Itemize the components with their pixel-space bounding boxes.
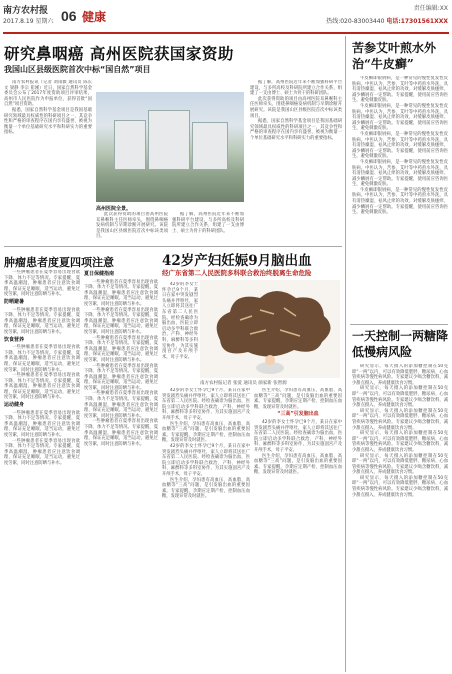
- pregnancy-headline: 42岁产妇妊娠9月脑出血: [162, 253, 312, 269]
- column-divider: [345, 36, 346, 672]
- tips-text-3: 一些肿瘤患者在夏季容易出现食欲下降、体力不足等情况。专家提醒，夏季高温潮湿，肿瘤患者应注意饮食调理，保证充足睡眠，适当运动，避免过度劳累，同时注意防晒与补水。: [4, 345, 80, 373]
- pregnancy-column-0: [162, 282, 198, 382]
- main-headline: 研究鼻咽癌 高州医院获国家资助: [4, 44, 234, 63]
- tips-text-12: 一些肿瘤患者在夏季容易出现食欲下降、体力不足等情况。专家提醒，夏季高温潮湿，肿瘤患者应注意饮食调理，保证充足睡眠，适当运动，避免过度劳累，同时注意防晒与补水。: [84, 419, 158, 447]
- tips-subhead: 防晒避暑: [4, 298, 25, 305]
- tips-text: 一些肿瘤患者在夏季容易出现食欲下降、体力不足等情况。专家提醒，夏季高温潮湿，肿瘤患者应注意饮食调理，保证充足睡眠，适当运动，避免过度劳累，同时注意防晒与补水。: [4, 270, 80, 298]
- page-header: [0, 0, 452, 34]
- sugar-text-4: 研究显示，每天摄入的添加糖控制在50克即“一两”以内，可以有效降低肥胖、糖尿病、心血管疾病等慢性病风险。专家建议少喝含糖饮料，减少甜点摄入，养成健康饮食习惯。: [352, 431, 448, 453]
- building-shape: [114, 120, 146, 170]
- preg-text: 42岁的李女士怀孕已9个月，某日在家中突发剧烈头痛并伴呕吐，家人立即将其送往广东省第二人民医院。经检查确诊为脑出血，医院立即启动多学科联合救治，产科、神经外科、麻醉科等多科室协作，为其实施剖宫产及开颅手术，母子平安。: [162, 388, 250, 421]
- pregnancy-column-1: [162, 388, 250, 668]
- section-title: 健康: [82, 10, 107, 24]
- psoriasis-text-4: 牛皮癣即银屑病，是一种常见的慢性复发性皮肤病。中医认为，苦参、艾叶等中药煎水外洗，具有清热燥湿、祛风止痒的功效，对缓解皮肤瘙痒、减少鳞屑有一定帮助。专家提醒，使用前应咨询医生，避免刺激皮肤。: [352, 159, 448, 188]
- lead-col4-text: 据了解，高州医院近年来不断加强科研平台建设，与多所高校及科研院所建立合作关系，组建了一支由博士、硕士为骨干的科研团队。: [250, 80, 342, 97]
- preg-text-7: 医生介绍，孕妇患有高血压、高血脂、高血糖等“三高”问题，是引发脑出血的重要因素。专家提醒，孕期应定期产检，控制血压血糖，发现异常及时就医。: [254, 453, 342, 476]
- pregnancy-column-2: [254, 388, 342, 668]
- tips-subhead: 饮食营养: [4, 336, 25, 343]
- preg-text-2: 医生介绍，孕妇患有高血压、高血脂、高血糖等“三高”问题，是引发脑出血的重要因素。专家提醒，孕期应定期产检，控制血压血糖，发现异常及时就医。: [162, 421, 250, 444]
- pregnancy-subheadline: 经广东省第二人民医院多科联合救治终脱离生命危险: [162, 269, 312, 277]
- sugar-text-5: 研究显示，每天摄入的添加糖控制在50克即“一两”以内，可以有效降低肥胖、糖尿病、心血管疾病等慢性病风险。专家建议少喝含糖饮料，减少甜点摄入，养成健康饮食习惯。: [352, 453, 448, 476]
- tips-text-5: 一些肿瘤患者在夏季容易出现食欲下降、体力不足等情况。专家提醒，夏季高温潮湿，肿瘤患者应注意饮食调理，保证充足睡眠，适当运动，避免过度劳累，同时注意防晒与补水。: [4, 410, 80, 439]
- tumor-tips-column-2: [84, 270, 158, 670]
- editor-line: 责任编辑:XX: [413, 5, 448, 12]
- building-shape: [192, 122, 228, 170]
- building-shape: [148, 110, 190, 170]
- tumor-tips-headline: 肿瘤患者度夏四项注意: [4, 256, 114, 269]
- lead-column-4: [250, 80, 342, 250]
- phone-label: 电话:17301561XXX: [386, 18, 448, 25]
- psoriasis-headline: 苦参艾叶煎水外治“牛皮癣”: [352, 41, 437, 71]
- tips-text-4: 一些肿瘤患者在夏季容易出现食欲下降、体力不足等情况。专家提醒，夏季高温潮湿，肿瘤患者应注意饮食调理，保证充足睡眠，适当运动，避免过度劳累，同时注意防晒与补水。: [4, 373, 80, 401]
- lead-column-3: [172, 212, 244, 250]
- sugar-text: 研究显示，每天摄入的添加糖控制在50克即“一两”以内，可以有效降低肥胖、糖尿病、心血管疾病等慢性病风险。专家建议少喝含糖饮料，减少甜点摄入，养成健康饮食习惯。: [352, 364, 448, 386]
- preg-text-3: 42岁的李女士怀孕已9个月，某日在家中突发剧烈头痛并伴呕吐，家人立即将其送往广东省第二人民医院。经检查确诊为脑出血，医院立即启动多学科联合救治，产科、神经外科、麻醉科等多科室协作，为其实施剖宫产及开颅手术，母子平安。: [162, 443, 250, 477]
- illustration: [200, 280, 340, 378]
- hospital-photo: [96, 92, 244, 202]
- lead-column-1: [4, 80, 92, 230]
- sugar-headline: 一天控制一两糖降低慢病风险: [352, 329, 449, 359]
- preg-text-4: 医生介绍，孕妇患有高血压、高血脂、高血糖等“三高”问题，是引发脑出血的重要因素。专家提醒，孕期应定期产检，控制血压血糖，发现异常及时就医。: [162, 477, 250, 500]
- psoriasis-text-2: 牛皮癣即银屑病，是一种常见的慢性复发性皮肤病。中医认为，苦参、艾叶等中药煎水外洗，具有清热燥湿、祛风止痒的功效，对缓解皮肤瘙痒、减少鳞屑有一定帮助。专家提醒，使用前应咨询医生，避免刺激皮肤。: [352, 103, 448, 132]
- hotline-label: 热线:020-83003440: [326, 18, 385, 25]
- tips-text-2: 一些肿瘤患者在夏季容易出现食欲下降、体力不足等情况。专家提醒，夏季高温潮湿，肿瘤患者应注意饮食调理，保证充足睡眠，适当运动，避免过度劳累，同时注意防晒与补水。: [4, 307, 80, 335]
- psoriasis-text-3: 牛皮癣即银屑病，是一种常见的慢性复发性皮肤病。中医认为，苦参、艾叶等中药煎水外洗，具有清热燥湿、祛风止痒的功效，对缓解皮肤瘙痒、减少鳞屑有一定帮助。专家提醒，使用前应咨询医生，避免刺激皮肤。: [352, 131, 448, 160]
- tips-text-8: 一些肿瘤患者在夏季容易出现食欲下降、体力不足等情况。专家提醒，夏季高温潮湿，肿瘤患者应注意饮食调理，保证充足睡眠，适当运动，避免过度劳累，同时注意防晒与补水。: [84, 307, 158, 335]
- preg-text-5: 医生介绍，孕妇患有高血压、高血脂、高血糖等“三高”问题，是引发脑出血的重要因素。专家提醒，孕期应定期产检，控制血压血糖，发现异常及时就医。: [254, 388, 342, 410]
- lead-paragraph-2: 据悉，国家自然科学基金项目是我国基础研究领域最具权威性的科研项目之一，其竞争性和严格的审查程序在国内享有盛誉，被视为衡量一个单位基础研究水平和科研实力的重要指标。: [4, 107, 92, 136]
- tips-text-11: 一些肿瘤患者在夏季容易出现食欲下降、体力不足等情况。专家提醒，夏季高温潮湿，肿瘤患者应注意饮食调理，保证充足睡眠，适当运动，避免过度劳累，同时注意防晒与补水。: [84, 391, 158, 419]
- sugar-text-6: 研究显示，每天摄入的添加糖控制在50克即“一两”以内，可以有效降低肥胖、糖尿病、心血管疾病等慢性病风险。专家建议少喝含糖饮料，减少甜点摄入，养成健康饮食习惯。: [352, 475, 448, 498]
- tips-text-7: 一些肿瘤患者在夏季容易出现食欲下降、体力不足等情况。专家提醒，夏季高温潮湿，肿瘤患者应注意饮食调理，保证充足睡眠，适当运动，避免过度劳累，同时注意防晒与补水。: [84, 279, 158, 307]
- issue-date: 2017.8.19 星期六: [3, 18, 54, 25]
- tips-subhead: 运动健身: [4, 402, 25, 409]
- psoriasis-column: [352, 76, 448, 320]
- tumor-tips-column-1: [4, 270, 80, 670]
- section-divider: [4, 246, 342, 247]
- lead-col3-text: 据了解，高州医院近年来不断加强科研平台建设，与多所高校及科研院所建立合作关系，组建了一支由博士、硕士为骨干的科研团队。: [172, 212, 244, 234]
- psoriasis-text: 牛皮癣即银屑病，是一种常见的慢性复发性皮肤病。中医认为，苦参、艾叶等中药煎水外洗，具有清热燥湿、祛风止痒的功效，对缓解皮肤瘙痒、减少鳞屑有一定帮助。专家提醒，使用前应咨询医生，避免刺激皮肤。: [352, 76, 448, 104]
- tips-subhead: 夏日保健指南: [84, 271, 115, 277]
- lead-col4-text-2: 此次获得资助的项目由高州医院耳鼻喉科主任医师牵头，围绕鼻咽癌发病机制与早期诊断开展研究。该院是我国山区县级医院首次中标该类项目。: [250, 96, 342, 119]
- lead-col4-text-3: 据悉，国家自然科学基金项目是我国基础研究领域最具权威性的科研项目之一，其竞争性和严格的审查程序在国内享有盛誉，被视为衡量一个单位基础研究水平和科研实力的重要指标。: [250, 119, 342, 141]
- lead-col2-text: 此次获得资助的项目由高州医院耳鼻喉科主任医师牵头，围绕鼻咽癌发病机制与早期诊断开展研究。该院是我国山区县级医院首次中标该类项目。: [96, 212, 168, 240]
- tips-text-6: 一些肿瘤患者在夏季容易出现食欲下降、体力不足等情况。专家提醒，夏季高温潮湿，肿瘤患者应注意饮食调理，保证充足睡眠，适当运动，避免过度劳累，同时注意防晒与补水。: [4, 438, 80, 466]
- preg-text-6: 42岁的李女士怀孕已9个月，某日在家中突发剧烈头痛并伴呕吐，家人立即将其送往广东省第二人民医院。经检查确诊为脑出血，医院立即启动多学科联合救治，产科、神经外科、麻醉科等多科室协作，为其实施剖宫产及开颅手术，母子平安。: [254, 419, 342, 453]
- sugar-text-3: 研究显示，每天摄入的添加糖控制在50克即“一两”以内，可以有效降低肥胖、糖尿病、心血管疾病等慢性病风险。专家建议少喝含糖饮料，减少甜点摄入，养成健康饮食习惯。: [352, 408, 448, 431]
- illustration-caption: 南方农村报记者 张爱 通讯员 颜家新 张智源: [200, 381, 287, 386]
- lead-paragraph: 南方农村报讯（记者 刘雨薇 通讯员 陈长文 梁静 李宗 崔刚）近日，国家自然科学基金委员会公布了2017年度资助项目评审结果，高州市人民医院作为申报单位，获得首批“国自然”项目资助。: [4, 80, 92, 108]
- lead-column-2: [96, 212, 168, 250]
- right-divider: [350, 324, 448, 325]
- preg-subhead: “三高”引发脑出血: [277, 411, 319, 418]
- preg-text-0: 42岁的李女士怀孕已9个月，某日在家中突发剧烈头痛并伴呕吐，家人立即将其送往广东省第二人民医院。经检查确诊为脑出血，医院立即启动多学科联合救治，产科、神经外科、麻醉科等多科室协作，为其实施剖宫产及开颅手术，母子平安。: [162, 282, 198, 360]
- newspaper-logo: 南方农村报: [3, 6, 49, 16]
- hotline: [326, 16, 448, 25]
- psoriasis-text-5: 牛皮癣即银屑病，是一种常见的慢性复发性皮肤病。中医认为，苦参、艾叶等中药煎水外洗，具有清热燥湿、祛风止痒的功效，对缓解皮肤瘙痒、减少鳞屑有一定帮助。专家提醒，使用前应咨询医生，避免刺激皮肤。: [352, 187, 448, 216]
- photo-caption: 高州医院全景。: [96, 206, 132, 212]
- header-rule: [3, 32, 449, 34]
- tips-text-9: 一些肿瘤患者在夏季容易出现食欲下降、体力不足等情况。专家提醒，夏季高温潮湿，肿瘤患者应注意饮食调理，保证充足睡眠，适当运动，避免过度劳累，同时注意防晒与补水。: [84, 335, 158, 363]
- storm-cloud-illustration: [200, 280, 340, 378]
- page-number: 06: [61, 8, 77, 24]
- main-subheadline: 我国山区县级医院首次中标“国自然”项目: [4, 65, 151, 74]
- tips-text-10: 一些肿瘤患者在夏季容易出现食欲下降、体力不足等情况。专家提醒，夏季高温潮湿，肿瘤患者应注意饮食调理，保证充足睡眠，适当运动，避免过度劳累，同时注意防晒与补水。: [84, 363, 158, 391]
- sugar-text-2: 研究显示，每天摄入的添加糖控制在50克即“一两”以内，可以有效降低肥胖、糖尿病、心血管疾病等慢性病风险。专家建议少喝含糖饮料，减少甜点摄入，养成健康饮食习惯。: [352, 386, 448, 409]
- sugar-column: [352, 364, 448, 670]
